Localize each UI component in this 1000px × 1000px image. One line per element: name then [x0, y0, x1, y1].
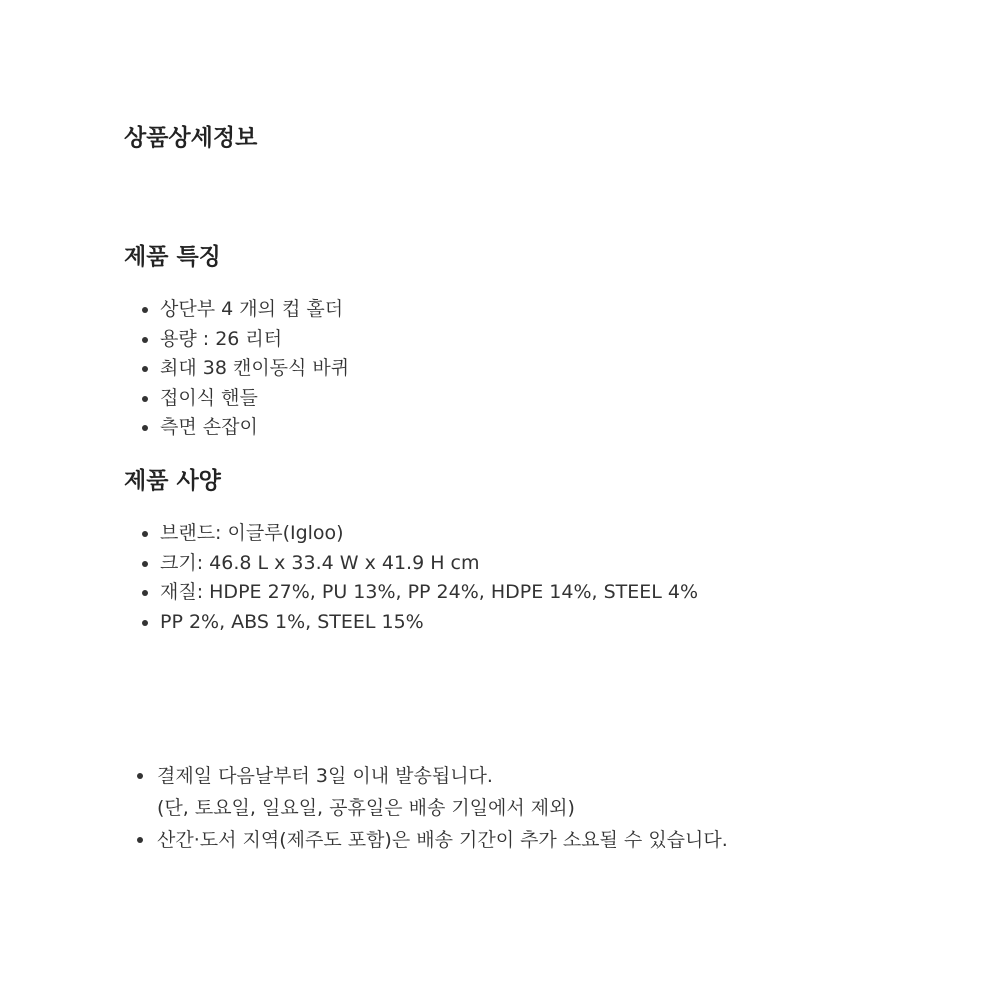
specs-heading: 제품 사양 [124, 468, 221, 494]
list-item: PP 2%, ABS 1%, STEEL 15% [141, 608, 698, 638]
specs-list [141, 519, 698, 637]
page-title: 상품상세정보 [124, 125, 258, 151]
features-list [141, 295, 349, 443]
shipping-note [135, 760, 728, 824]
features-heading: 제품 특징 [124, 244, 221, 270]
list-item: 최대 38 캔이동식 바퀴 [141, 354, 349, 384]
list-item: 재질: HDPE 27%, PU 13%, PP 24%, HDPE 14%, STEEL 4% [141, 578, 698, 608]
shipping-note-text: 결제일 다음날부터 3일 이내 발송됩니다. [157, 765, 493, 787]
shipping-note [135, 824, 728, 856]
list-item: 측면 손잡이 [141, 413, 349, 443]
shipping-note-exception: (단, 토요일, 일요일, 공휴일은 배송 기일에서 제외) [157, 797, 575, 819]
list-item: 접이식 핸들 [141, 384, 349, 414]
list-item: 상단부 4 개의 컵 홀더 [141, 295, 349, 325]
list-item: 브랜드: 이글루(Igloo) [141, 519, 698, 549]
list-item: 크기: 46.8 L x 33.4 W x 41.9 H cm [141, 549, 698, 579]
shipping-notes-list [135, 760, 728, 856]
shipping-note-text: 산간·도서 지역(제주도 포함)은 배송 기간이 추가 소요될 수 있습니다. [157, 829, 728, 851]
list-item: 용량 : 26 리터 [141, 325, 349, 355]
